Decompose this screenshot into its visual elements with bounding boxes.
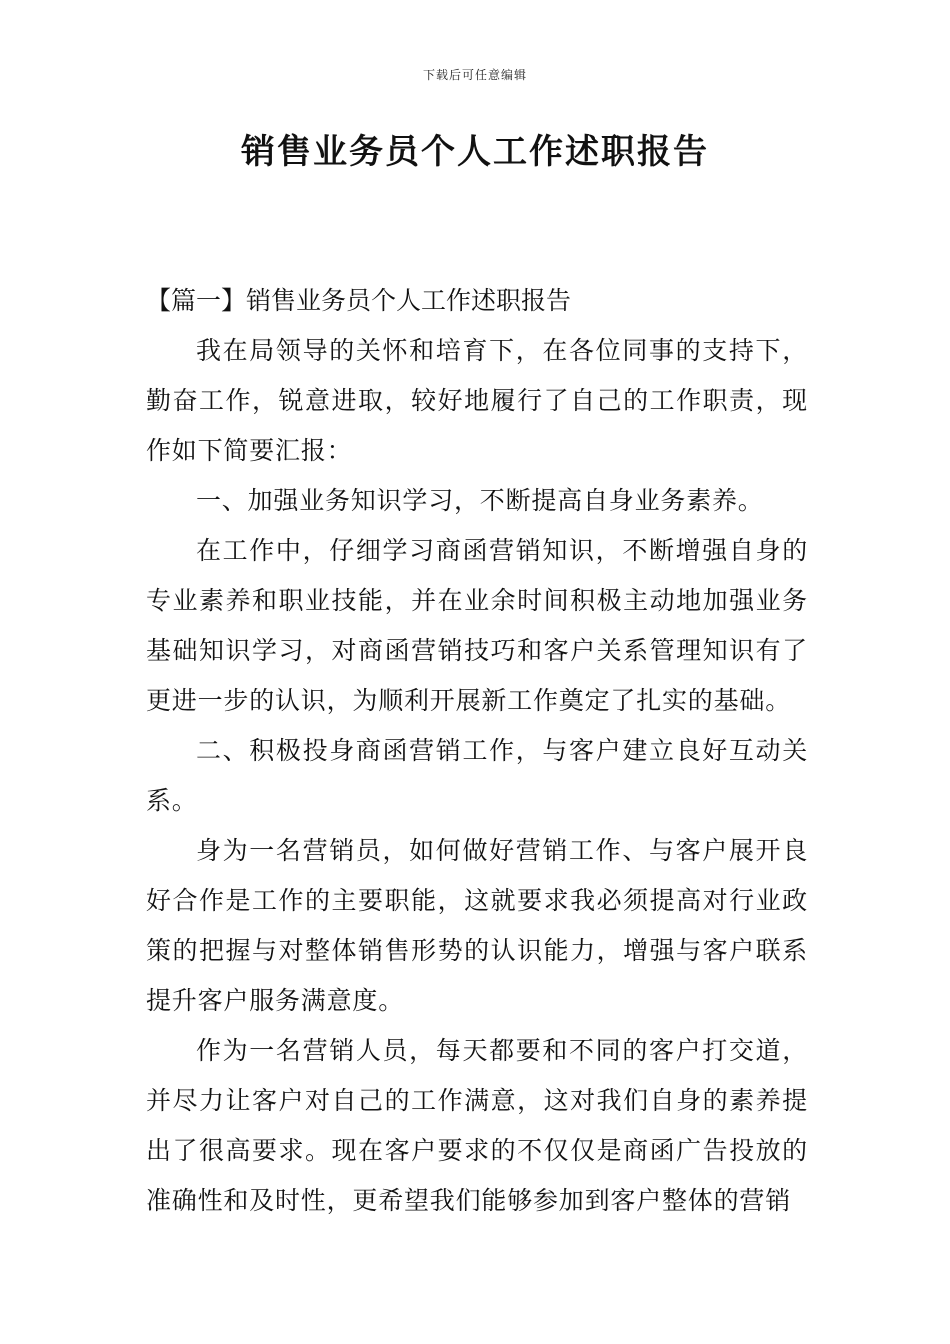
header-note: 下载后可任意编辑: [422, 68, 527, 82]
paragraph-point-two: 二、积极投身商函营销工作，与客户建立良好互动关系。: [146, 736, 808, 815]
document-body: [146, 276, 808, 1226]
paragraph-role: 身为一名营销员，如何做好营销工作、与客户展开良好合作是工作的主要职能，这就要求我必须提高对行业政策的把握与对整体销售形势的认识能力，增强与客户联系提升客户服务满意度。: [146, 836, 808, 1015]
document-title: 销售业务员个人工作述职报告: [241, 132, 709, 172]
paragraph-study: 在工作中，仔细学习商函营销知识，不断增强自身的专业素养和职业技能，并在业余时间积极主动地加强业务基础知识学习，对商函营销技巧和客户关系管理知识有了更进一步的认识，为顺利开展新工作奠定了扎实的基础。: [146, 536, 808, 715]
paragraph-clients: 作为一名营销人员，每天都要和不同的客户打交道，并尽力让客户对自己的工作满意，这对我们自身的素养提出了很高要求。现在客户要求的不仅仅是商函广告投放的准确性和及时性，更希望我们能够参加到客户整体的营销: [146, 1036, 808, 1215]
paragraph-point-one: 一、加强业务知识学习，不断提高自身业务素养。: [196, 486, 764, 515]
paragraph-intro: 我在局领导的关怀和培育下，在各位同事的支持下，勤奋工作，锐意进取，较好地履行了自己的工作职责，现作如下简要汇报：: [146, 336, 808, 465]
section-heading: 【篇一】销售业务员个人工作述职报告: [146, 286, 572, 315]
